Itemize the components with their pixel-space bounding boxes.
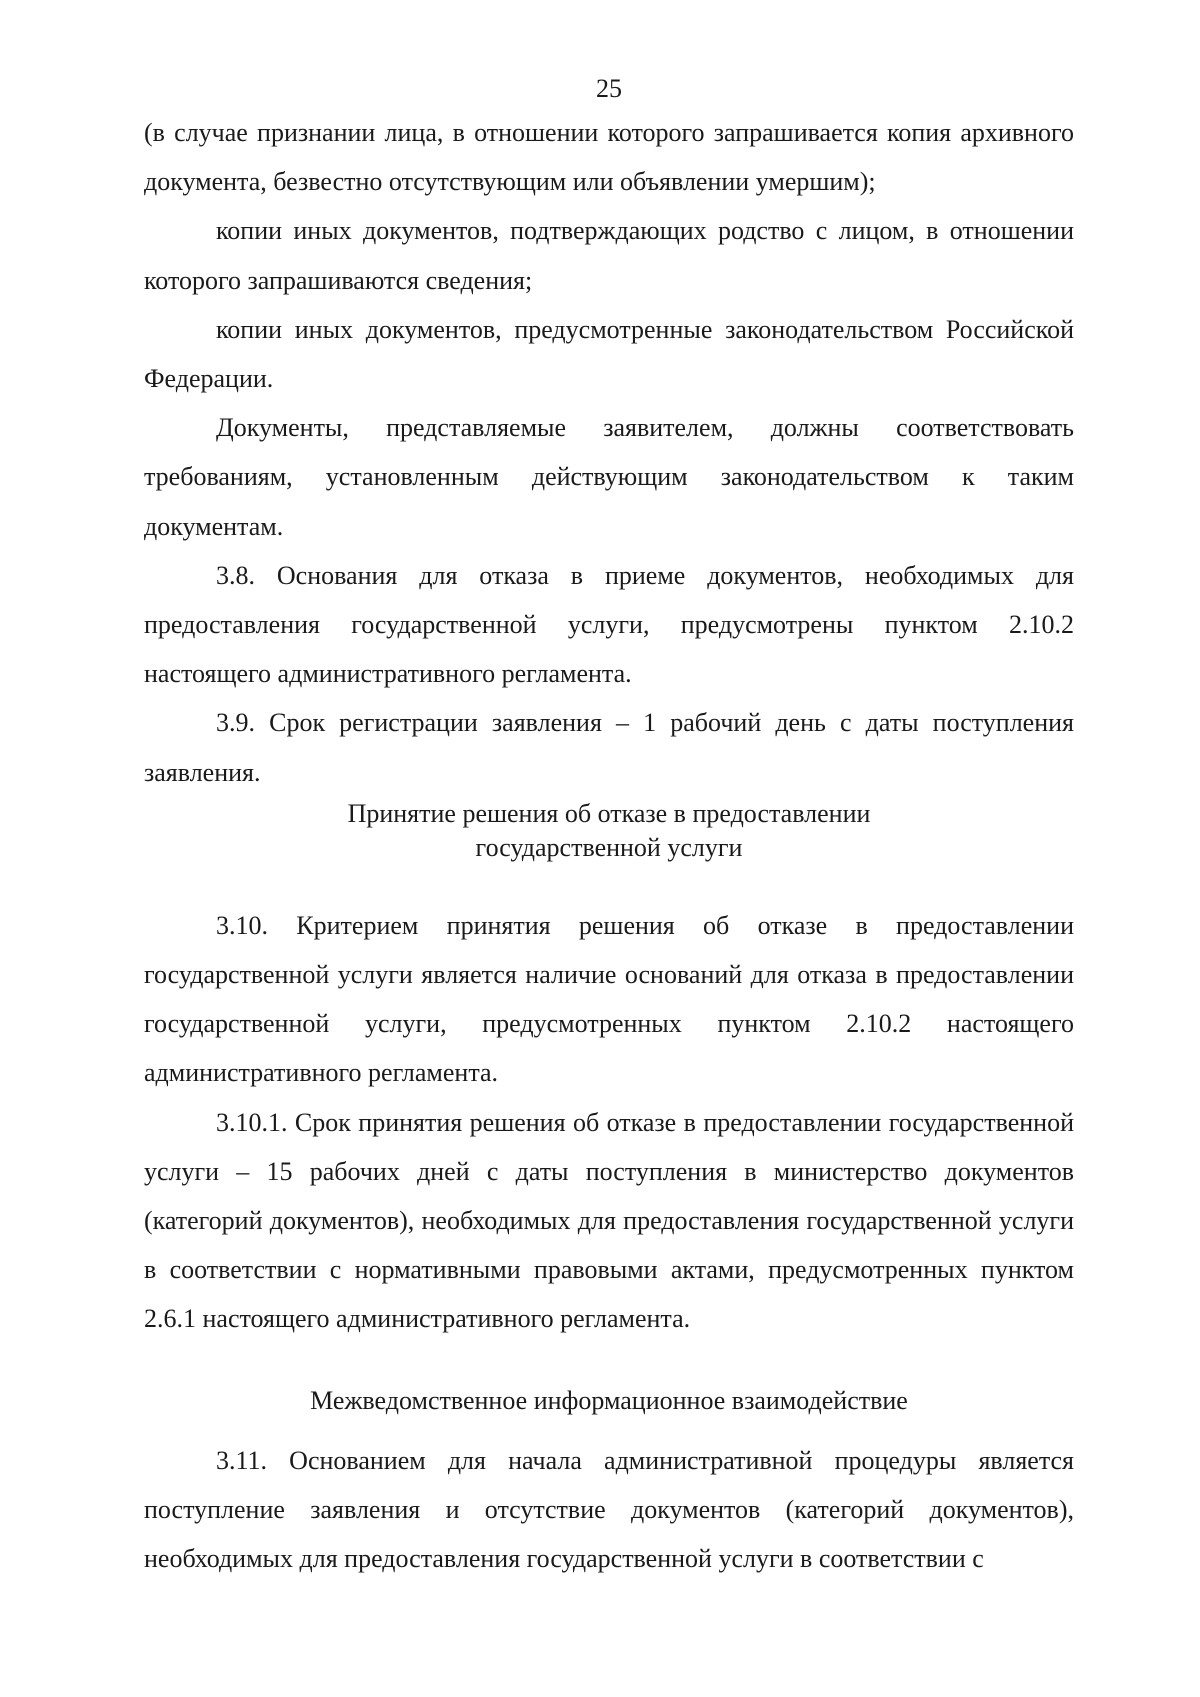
paragraph-3-10-1: 3.10.1. Срок принятия решения об отказе в предоставлении государственной услуги – 15 рабочих дней с даты поступления в министерство документов (категорий документов), необходимых для предоставления государственной услуги в соответствии с нормативными правовыми актами, предусмотренных пунктом 2.6.1 настоящего административного регламента. [144, 1107, 1074, 1334]
paragraph-kinship-documents: копии иных документов, подтверждающих родство с лицом, в отношении которого запрашиваются сведения; [144, 216, 1074, 295]
paragraph-continuation: (в случае признании лица, в отношении которого запрашивается копия архивного документа, безвестно отсутствующим или объявлении умершим); [144, 118, 1074, 197]
paragraph-document-requirements: Документы, представляемые заявителем, должны соответствовать требованиям, установленным действующим законодательством к таким документам. [144, 413, 1074, 541]
page-number: 25 [596, 74, 622, 103]
paragraph-3-11: 3.11. Основанием для начала административной процедуры является поступление заявления и отсутствие документов (категорий документов), необходимых для предоставления государственной услуги в соответствии с [144, 1445, 1074, 1574]
paragraph-3-9: 3.9. Срок регистрации заявления – 1 рабочий день с даты поступления заявления. [144, 708, 1074, 787]
paragraph-3-10: 3.10. Критерием принятия решения об отказе в предоставлении государственной услуги является наличие оснований для отказа в предоставлении государственной услуги, предусмотренных пунктом 2.10.2 настоящего административного регламента. [144, 910, 1074, 1088]
section-heading-interagency: Межведомственное информационное взаимодействие [310, 1385, 908, 1415]
section-heading-refusal-line2: государственной услуги [475, 832, 743, 862]
section-heading-refusal-line1: Принятие решения об отказе в предоставлении [347, 798, 871, 828]
document-page [144, 70, 1074, 1583]
paragraph-other-documents: копии иных документов, предусмотренные законодательством Российской Федерации. [144, 314, 1074, 394]
paragraph-3-8: 3.8. Основания для отказа в приеме документов, необходимых для предоставления государственной услуги, предусмотрены пунктом 2.10.2 настоящего административного регламента. [144, 560, 1074, 689]
